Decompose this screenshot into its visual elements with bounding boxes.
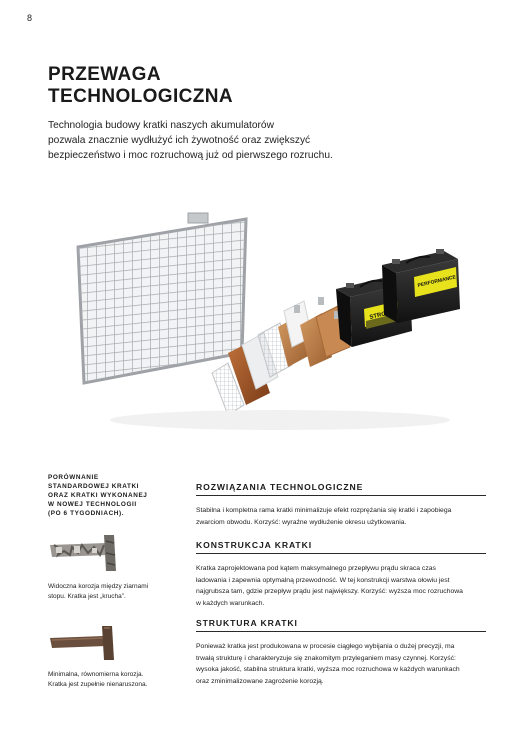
corroded-grid-caption-line-1: Widoczna korozja między ziarnami	[48, 583, 149, 590]
page-number: 8	[27, 13, 33, 23]
battery-label-side: PERFORMANCE	[417, 274, 457, 289]
comparison-heading-line-3: ORAZ KRATKI WYKONANEJ	[48, 492, 148, 499]
corroded-grid-caption-line-2: stopu. Kratka jest „krucha”.	[48, 593, 126, 600]
section-body	[196, 563, 486, 609]
section-line: trwałą strukturę i charakteryzuje się znakomitym przyleganiem masy czynnej. Korzyść:	[196, 654, 456, 662]
section-technological-solutions	[196, 482, 486, 528]
section-line: zwarciom obwodu. Korzyść: wyraźne wydłużenie okresu użytkowania.	[196, 518, 407, 526]
section-grid-structure	[196, 618, 486, 687]
section-line: Kratka zaprojektowana pod kątem maksymalnego przepływu prądu skraca czas	[196, 565, 436, 572]
section-title: STRUKTURA KRATKI	[196, 618, 486, 632]
section-body	[196, 641, 486, 687]
battery-back	[382, 249, 460, 323]
comparison-heading-line-4: W NOWEJ TECHNOLOGII	[48, 501, 137, 508]
section-line: Ponieważ kratka jest produkowana w procesie ciągłego wybijania o dużej precyzji, ma	[196, 643, 455, 650]
comparison-heading-line-5: (PO 6 TYGODNIACH).	[48, 510, 125, 517]
section-line: wysoka jakość, stabilna struktura kratki, wyższa moc rozruchowa w każdych warunkach	[196, 666, 460, 673]
comparison-heading	[48, 473, 147, 518]
section-line: w każdych warunkach.	[196, 599, 265, 607]
intro-line-3: bezpieczeństwo i moc rozruchową już od pierwszego rozruchu.	[48, 150, 333, 161]
new-grid-caption	[48, 670, 147, 690]
intro-paragraph	[48, 118, 368, 163]
page-title	[48, 64, 233, 108]
battery-exploded-illustration	[60, 205, 480, 435]
corroded-grid-sample-image	[48, 533, 128, 573]
section-line: najgrubsza tam, gdzie przepływ prądu jest największy. Korzyść: wyższa moc rozruchowa	[196, 588, 463, 595]
title-line-1: PRZEWAGA	[48, 64, 161, 85]
new-grid-caption-line-2: Kratka jest zupełnie nienaruszona.	[48, 681, 148, 688]
section-line: oraz zminimalizowane zagrożenie korozją.	[196, 677, 324, 685]
section-title: KONSTRUKCJA KRATKI	[196, 540, 486, 554]
new-grid-caption-line-1: Minimalna, równomierna korozja.	[48, 671, 144, 678]
section-line: Stabilna i kompletna rama kratki minimalizuje efekt rozprężania się kratki i zapobiega	[196, 507, 452, 514]
comparison-heading-line-1: PORÓWNANIE	[48, 474, 99, 481]
section-body	[196, 505, 486, 528]
lead-grid	[78, 213, 246, 383]
intro-line-1: Technologia budowy kratki naszych akumulatorów	[48, 120, 274, 131]
title-line-2: TECHNOLOGICZNA	[48, 86, 234, 107]
section-line: ładowania i zapewnia optymalną przewodność. W tej konstrukcji warstwa ołowiu jest	[196, 576, 450, 584]
intro-line-2: pozwala znacznie wydłużyć ich żywotność oraz zwiększyć	[48, 135, 311, 146]
new-grid-sample-image	[48, 624, 128, 664]
comparison-heading-line-2: STANDARDOWEJ KRATKI	[48, 483, 140, 490]
section-grid-construction	[196, 540, 486, 609]
section-title: ROZWIĄZANIA TECHNOLOGICZNE	[196, 482, 486, 496]
corroded-grid-caption	[48, 582, 148, 602]
